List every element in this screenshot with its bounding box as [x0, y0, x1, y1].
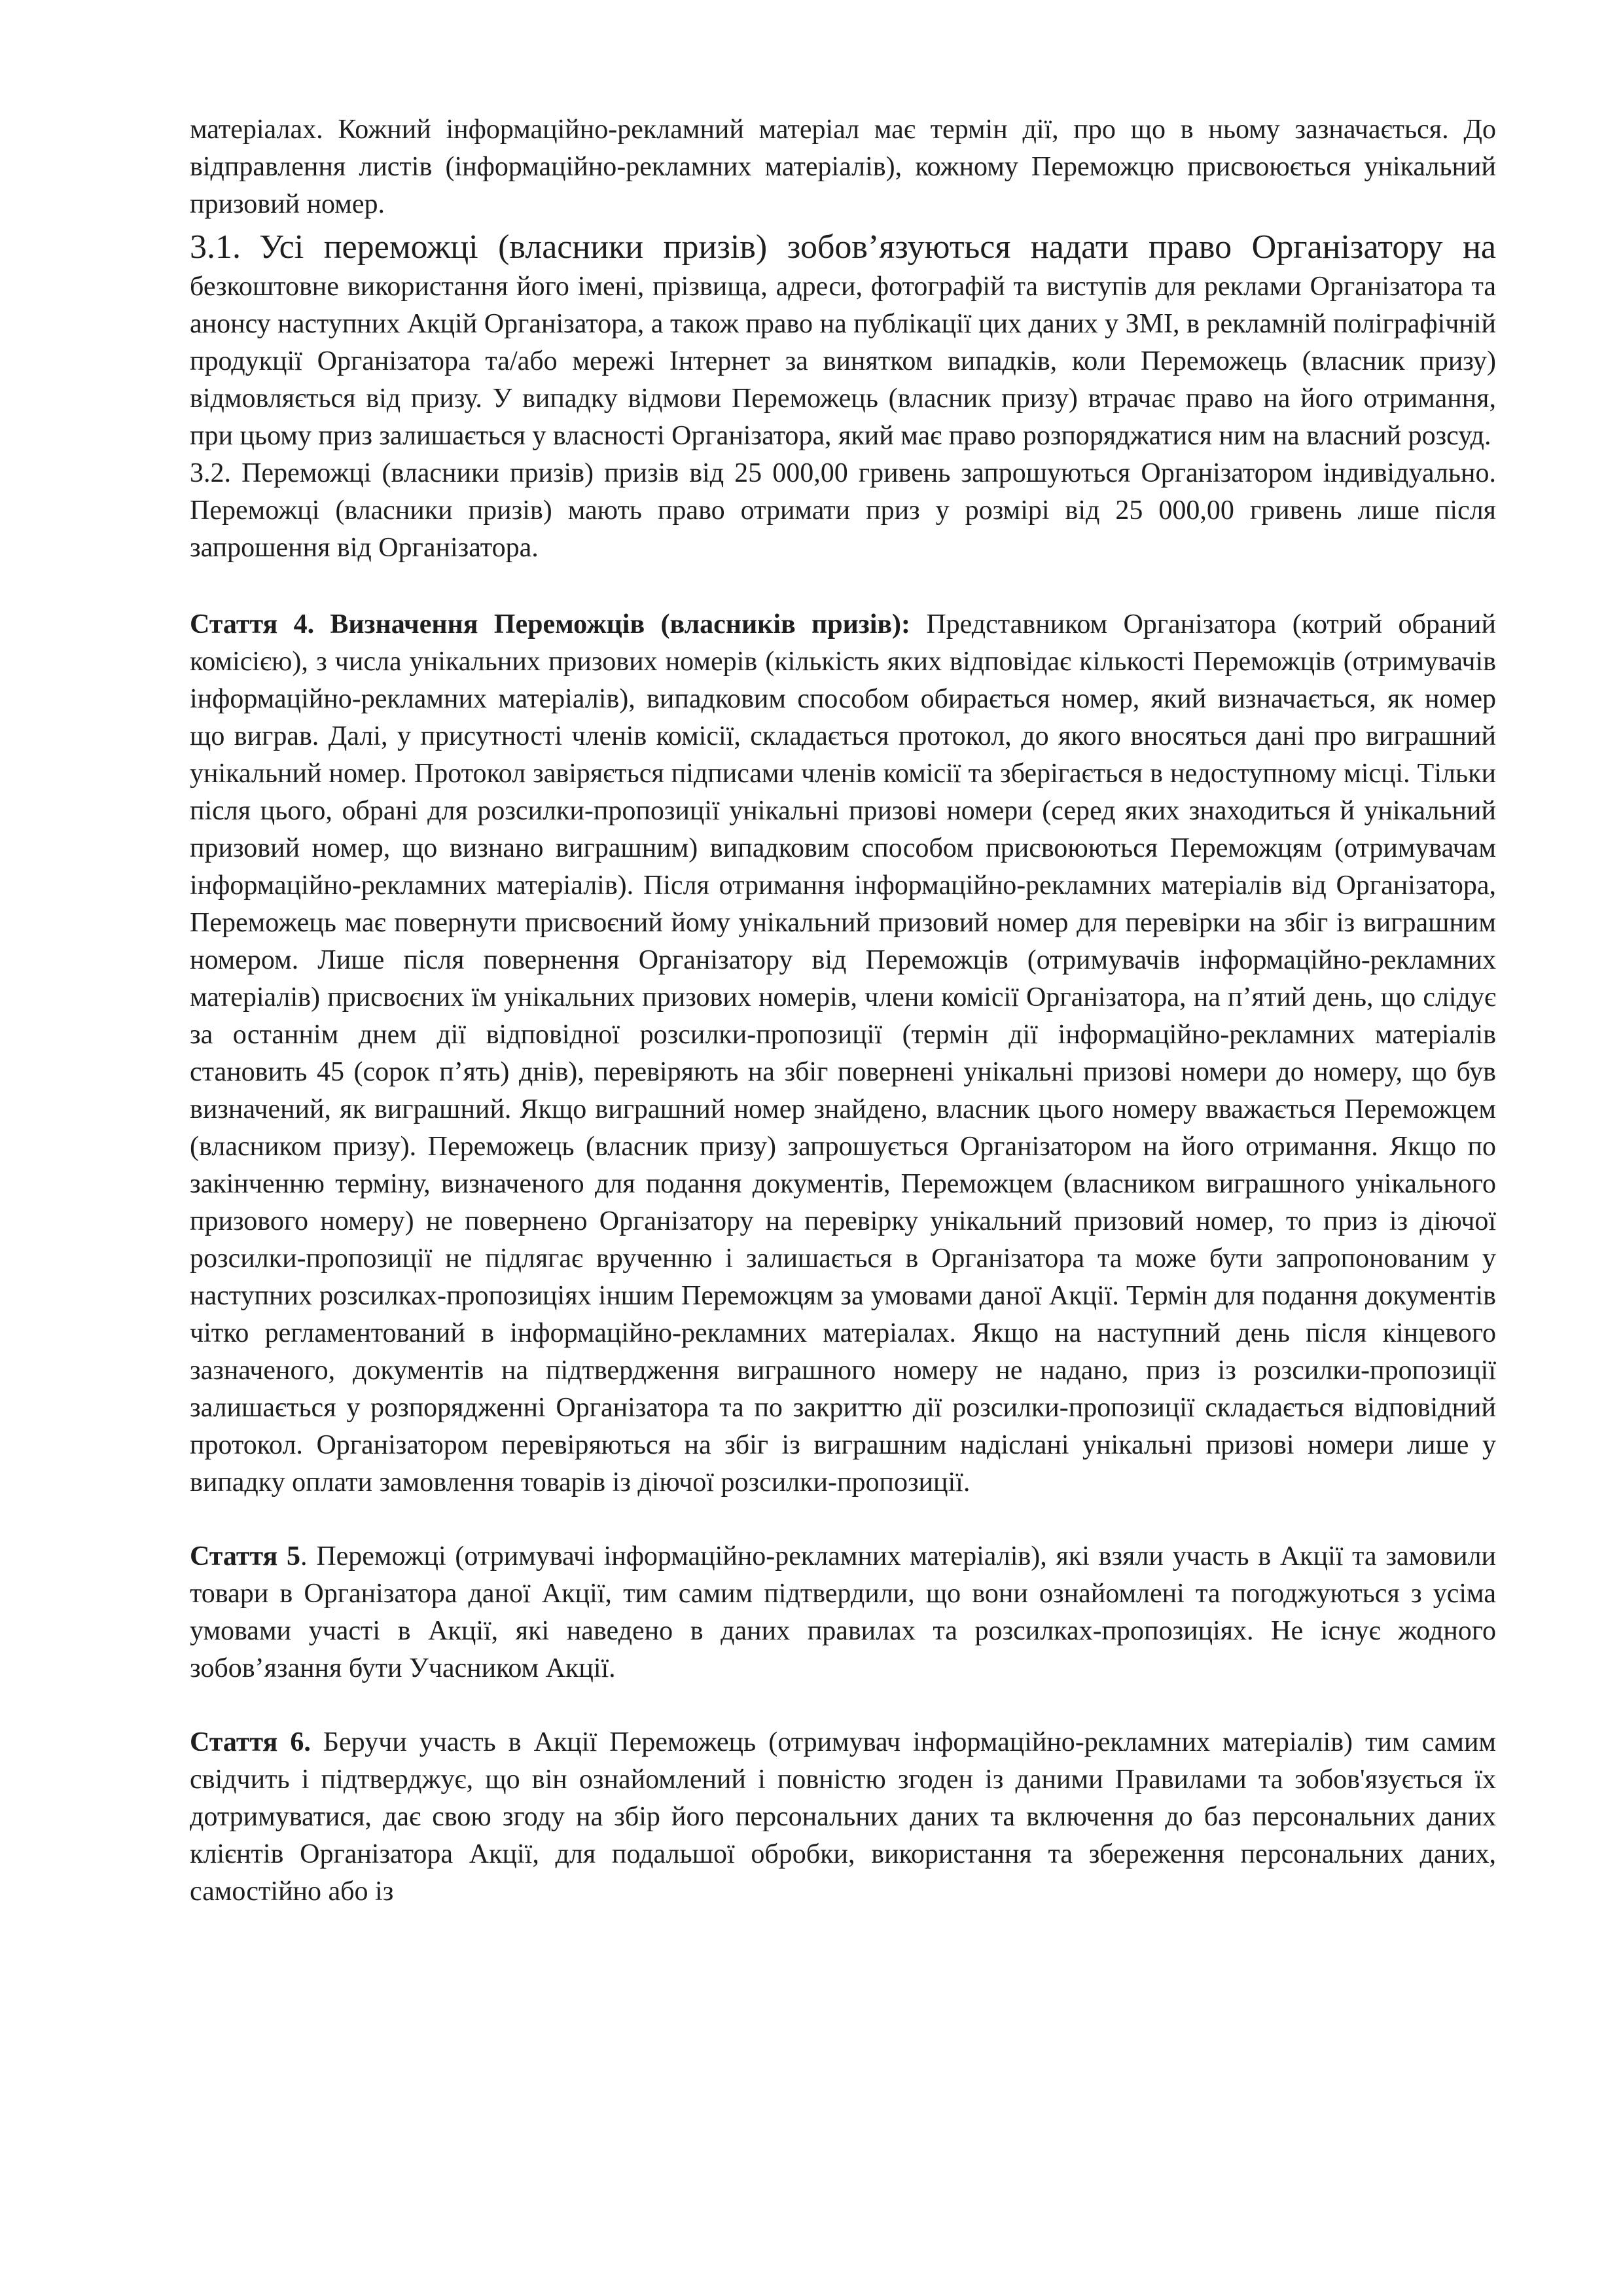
clause-3-1 — [190, 227, 1496, 455]
article-5-text: . Переможці (отримувачі інформаційно-рекламних матеріалів), які взяли участь в Акції та замовили товари в Організатора даної Акції, тим самим підтвердили, що вони ознайомлені та погоджуються з усіма умовами участі в Акції, які наведено в даних правилах та розсилках-пропозиціях. Не існує жодного зобов’язання бути Учасником Акції. — [190, 1541, 1497, 1683]
article-5-title: Стаття 5 — [190, 1541, 301, 1571]
paragraph-intro: матеріалах. Кожний інформаційно-рекламний матеріал має термін дії, про що в ньому зазначається. До відправлення листів (інформаційно-рекламних матеріалів), кожному Переможцю присвоюється унікальний призовий номер. — [190, 115, 1496, 219]
spacer — [190, 1687, 1496, 1724]
article-4-text-a: Представником Організатора (котрий обраний комісією) — [190, 609, 1496, 677]
document-page — [190, 111, 1496, 1910]
article-4-text-b: , з числа унікальних призових номерів (кількість яких відповідає кількості Переможців (отримувачів інформаційно-рекламних матеріалів), випадковим способом обирається номер, який визначається, як номер що виграв. Далі, у присутності членів комісії, складається протокол, до якого вносяться дані про виграшний унікальний номер. Протокол завіряється підписами членів комісії та зберігається в недоступному місці. Тільки після цього, обрані для розсилки-пропозиції унікальні призові номери (серед яких знаходиться й унікальний призовий номер, що визнано виграшним) випадковим способом присвоюються Переможцям (отримувачам інформаційно-рекламних матеріалів). Після отримання інформаційно-рекламних матеріалів від Організатора, Переможець має повернути присвоєний йому унікальний призовий номер для перевірки на збіг із виграшним номером. Лише після повернення Організатору від Переможців (отримувачів інформаційно-рекламних матеріалів) присвоєних їм унікальних призових номерів, члени комісії Організатора, на п’ятий день, що слідує за останнім днем дії відповідної розсилки-пропозиції (термін дії інформаційно-рекламних матеріалів становить 45 (сорок п’ять) днів), перевіряють на збіг повернені унікальні призові номери до номеру, що був визначений, як виграшний. Якщо виграшний номер знайдено, власник цього номеру вважається Переможцем (власником призу). Переможець (власник призу) запрошується Організатором на його отримання. Якщо по закінченню терміну, визначеного для подання документів, Переможцем (власником виграшного унікального призового номеру) не повернено Організатору на перевірку унікальний призовий номер, то приз із діючої розсилки-пропозиції не підлягає врученню і залишається в Організатора та може бути запропонованим у наступних розсилках-пропозиціях іншим Переможцям за умовами даної Акції. Термін для подання документів чітко регламентований в інформаційно-рекламних матеріалах. Якщо на наступний день після кінцевого зазначеного, документів на підтвердження виграшного номеру не надано, приз із розсилки-пропозиції залишається у розпорядженні Організатора та по закриттю дії розсилки-пропозиції складається відповідний протокол. Організатором перевіряються на збіг із виграшним надіслані унікальні призові номери лише у випадку оплати замовлення товарів із діючої розсилки-пропозиції. — [190, 647, 1496, 1498]
clause-3-1-text: безкоштовне використання його імені, прізвища, адреси, фотографій та виступів для реклами Організатора та анонсу наступних Акцій Організатора, а також право на публікації цих даних у ЗМІ, в рекламній поліграфічній продукції Організатора та/або мережі Інтернет за винятком випадків, коли Переможець (власник призу) відмовляється від призу. У випадку відмови Переможець (власник призу) втрачає право на його отримання, при цьому приз залишається у власності Організатора, який має право розпоряджатися ним на власний розсуд. — [190, 272, 1496, 451]
clause-3-2: 3.2. Переможці (власники призів) призів від 25 000,00 гривень запрошуються Організатором індивідуально. Переможці (власники призів) мають право отримати приз у розмірі від 25 000,00 гривень лише після запрошення від Організатора. — [190, 458, 1496, 563]
article-5 — [190, 1538, 1496, 1687]
article-4-title: Стаття 4. Визначення Переможців (власників призів): — [190, 609, 911, 639]
clause-3-1-number: 3.1. — [190, 228, 241, 266]
spacer — [190, 1501, 1496, 1538]
article-4 — [190, 606, 1496, 1501]
article-6 — [190, 1724, 1496, 1910]
article-6-text: Беручи участь в Акції Переможець (отримувач інформаційно-рекламних матеріалів) тим самим свідчить і підтверджує, що він ознайомлений і повністю згоден із даними Правилами та зобов'язується їх дотримуватися, дає свою згоду на збір його персональних даних та включення до баз персональних даних клієнтів Організатора Акції, для подальшої обробки, використання та збереження персональних даних, самостійно або із — [190, 1727, 1496, 1907]
spacer — [190, 567, 1496, 606]
clause-3-1-lead: Усі переможці (власники призів) зобов’язуються надати право Організатору на — [259, 228, 1497, 266]
article-6-title: Стаття 6. — [190, 1727, 311, 1757]
